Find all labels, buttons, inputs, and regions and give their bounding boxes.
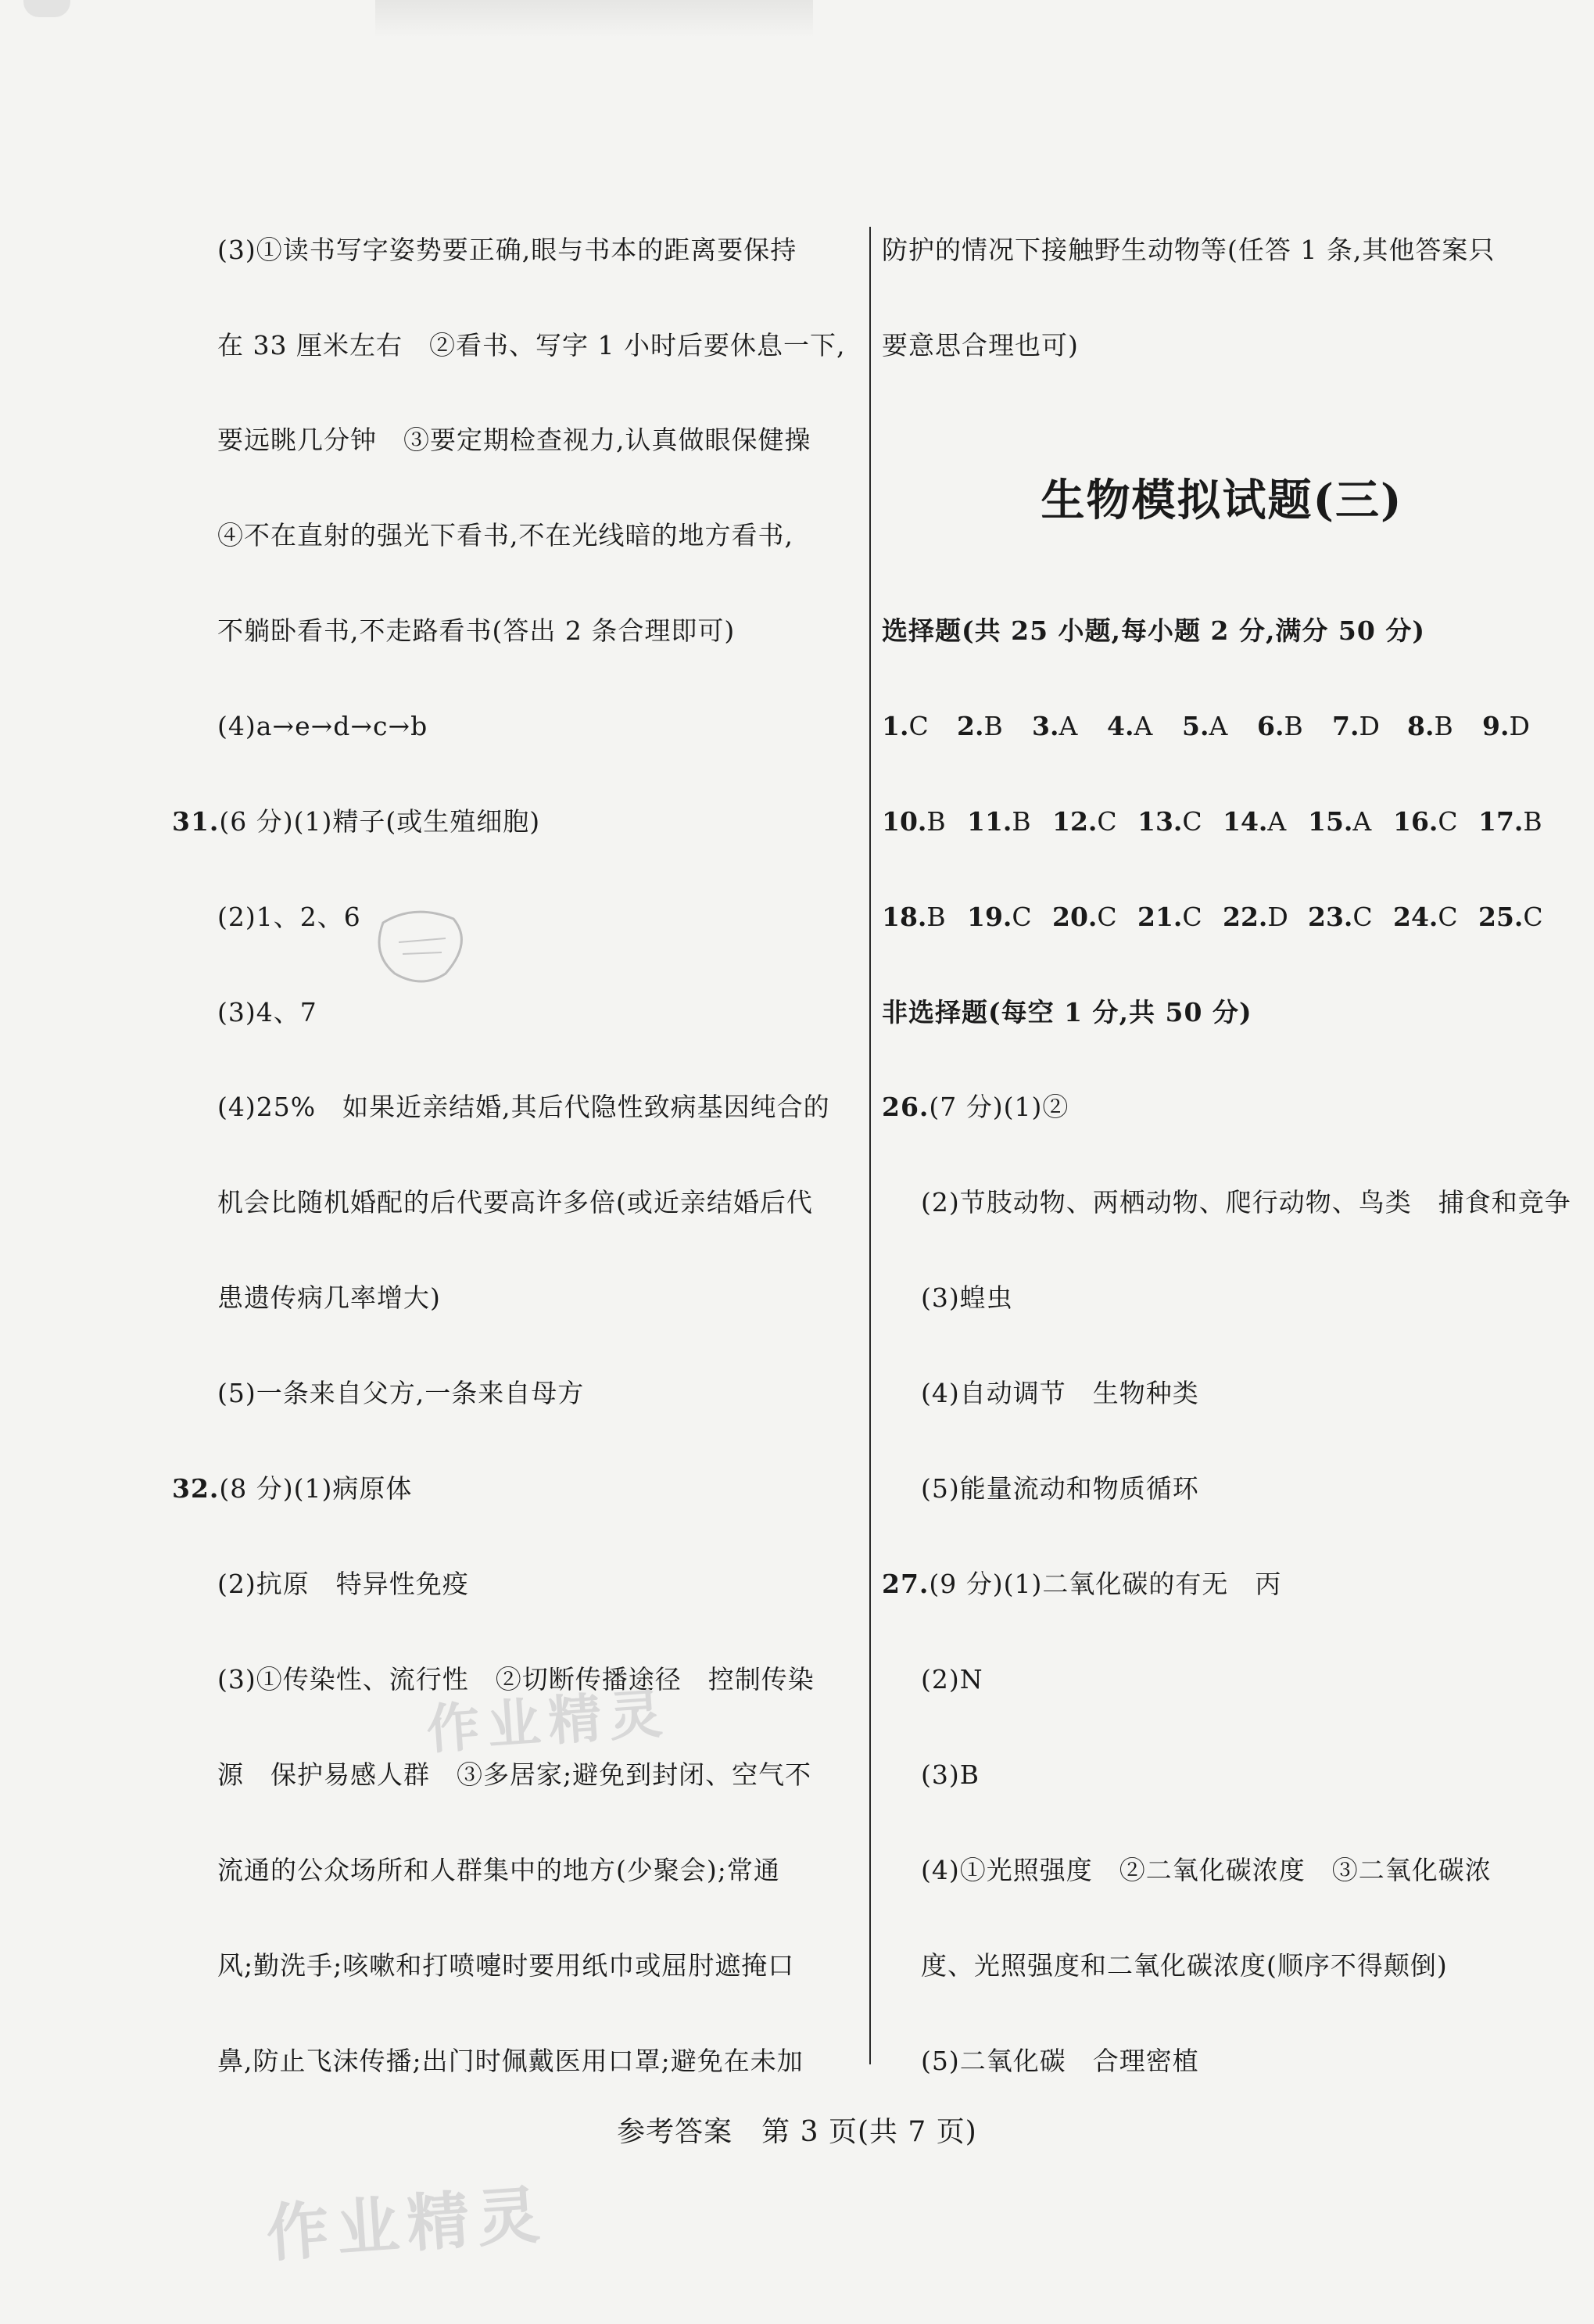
answer-item <box>1032 711 1077 742</box>
section-heading: 选择题(共 25 小题,每小题 2 分,满分 50 分) <box>882 615 1425 646</box>
answer-number: 16. <box>1393 806 1438 837</box>
answer-letter: A <box>1209 711 1228 741</box>
question-number: 26. <box>882 1092 930 1122</box>
page-corner-smudge <box>23 0 70 17</box>
watermark-logo: 作业精灵 <box>424 1683 672 1762</box>
answer-item <box>1257 711 1303 742</box>
answer-item <box>957 711 1003 742</box>
answer-number: 3. <box>1032 711 1059 741</box>
answer-item <box>1137 902 1202 933</box>
text-line: 机会比随机婚配的后代要高许多倍(或近亲结婚后代 <box>217 1187 813 1218</box>
answer-letter: D <box>1267 902 1288 932</box>
answer-letter: B <box>926 806 946 837</box>
text-line: ④不在直射的强光下看书,不在光线暗的地方看书, <box>217 520 793 551</box>
question-31 <box>172 806 540 837</box>
section-heading: 非选择题(每空 1 分,共 50 分) <box>882 997 1252 1028</box>
answer-number: 24. <box>1393 902 1438 932</box>
text-line: (2)节肢动物、两栖动物、爬行动物、鸟类 捕食和竞争 <box>921 1187 1571 1218</box>
answer-number: 17. <box>1478 806 1524 837</box>
answer-number: 15. <box>1308 806 1353 837</box>
answer-letter: B <box>1284 711 1303 741</box>
text-line: (9 分)(1)二氧化碳的有无 丙 <box>929 1569 1282 1599</box>
answer-number: 6. <box>1257 711 1284 741</box>
answer-letter: D <box>1359 711 1380 741</box>
answer-number: 4. <box>1107 711 1134 741</box>
homework-stamp-icon <box>367 899 477 993</box>
page-footer: 参考答案 第 3 页(共 7 页) <box>617 2116 977 2148</box>
answer-item <box>1182 711 1227 742</box>
answer-number: 19. <box>967 902 1012 932</box>
answer-number: 12. <box>1052 806 1098 837</box>
answer-number: 18. <box>882 902 927 932</box>
answer-item <box>1482 711 1530 742</box>
text-line: 防护的情况下接触野生动物等(任答 1 条,其他答案只 <box>882 235 1495 265</box>
answer-item <box>1478 806 1542 837</box>
text-line: (2)抗原 特异性免疫 <box>217 1569 469 1599</box>
answer-letter: B <box>1012 806 1031 837</box>
answer-number: 7. <box>1332 711 1359 741</box>
answer-number: 20. <box>1052 902 1098 932</box>
answer-item <box>967 902 1032 933</box>
column-divider <box>869 227 871 2064</box>
text-line: (4)a→e→d→c→b <box>217 711 428 741</box>
text-line: 患遗传病几率增大) <box>217 1282 441 1313</box>
text-line: (5)一条来自父方,一条来自母方 <box>217 1378 585 1408</box>
question-26 <box>882 1092 1069 1123</box>
question-number: 27. <box>882 1569 930 1599</box>
text-line: 度、光照强度和二氧化碳浓度(顺序不得颠倒) <box>921 1950 1448 1981</box>
question-number: 32. <box>172 1473 220 1504</box>
answer-number: 9. <box>1482 711 1510 741</box>
text-line: 鼻,防止飞沫传播;出门时佩戴医用口罩;避免在未加 <box>217 2046 804 2076</box>
text-line: (3)B <box>921 1759 980 1790</box>
watermark-logo: 作业精灵 <box>263 2178 550 2271</box>
faded-header-band <box>375 0 813 38</box>
answer-item <box>1308 806 1371 837</box>
answer-number: 22. <box>1223 902 1268 932</box>
text-line: (5)能量流动和物质循环 <box>921 1473 1199 1504</box>
answer-number: 25. <box>1478 902 1524 932</box>
answer-letter: B <box>1434 711 1453 741</box>
text-line: (4)①光照强度 ②二氧化碳浓度 ③二氧化碳浓 <box>921 1855 1492 1885</box>
answer-number: 23. <box>1308 902 1353 932</box>
text-line: (2)N <box>921 1664 983 1695</box>
answer-item <box>1393 806 1458 837</box>
answer-item <box>882 902 946 933</box>
text-line: 风;勤洗手;咳嗽和打喷嚏时要用纸巾或屈肘遮掩口 <box>217 1950 795 1981</box>
text-line: 在 33 厘米左右 ②看书、写字 1 小时后要休息一下, <box>217 330 846 360</box>
answer-letter: C <box>1097 806 1117 837</box>
answer-number: 10. <box>882 806 927 837</box>
question-32 <box>172 1473 412 1505</box>
text-line: (2)1、2、6 <box>217 902 361 932</box>
text-line: 不躺卧看书,不走路看书(答出 2 条合理即可) <box>217 615 736 646</box>
answer-letter: A <box>1352 806 1372 837</box>
answer-item <box>1308 902 1373 933</box>
answer-item <box>1052 806 1117 837</box>
answer-item <box>967 806 1031 837</box>
answer-letter: C <box>1097 902 1117 932</box>
answer-letter: C <box>1438 902 1458 932</box>
answer-number: 1. <box>882 711 909 741</box>
answer-item <box>1332 711 1380 742</box>
answer-item <box>1478 902 1543 933</box>
question-number: 31. <box>172 806 220 837</box>
answer-number: 8. <box>1407 711 1435 741</box>
section-title: 生物模拟试题(三) <box>1041 475 1403 526</box>
answer-item <box>882 711 929 742</box>
answer-item <box>1407 711 1453 742</box>
text-line: 要远眺几分钟 ③要定期检查视力,认真做眼保健操 <box>217 425 811 455</box>
text-line: 源 保护易感人群 ③多居家;避免到封闭、空气不 <box>217 1759 812 1790</box>
answer-letter: B <box>983 711 1003 741</box>
answer-item <box>1223 806 1286 837</box>
text-line: 流通的公众场所和人群集中的地方(少聚会);常通 <box>217 1855 780 1885</box>
answer-item <box>1393 902 1458 933</box>
answer-number: 13. <box>1137 806 1183 837</box>
answer-item <box>882 806 946 837</box>
answer-letter: B <box>926 902 946 932</box>
answer-letter: A <box>1134 711 1153 741</box>
answer-letter: D <box>1509 711 1530 741</box>
answer-number: 2. <box>957 711 984 741</box>
text-line: (3)①读书写字姿势要正确,眼与书本的距离要保持 <box>217 235 797 265</box>
answer-letter: C <box>1352 902 1373 932</box>
answer-letter: B <box>1523 806 1542 837</box>
text-line: (5)二氧化碳 合理密植 <box>921 2046 1199 2076</box>
answer-number: 21. <box>1137 902 1183 932</box>
answer-number: 14. <box>1223 806 1268 837</box>
text-line: (8 分)(1)病原体 <box>219 1473 413 1504</box>
answer-letter: C <box>1182 806 1202 837</box>
question-27 <box>882 1569 1281 1600</box>
text-line: (3)蝗虫 <box>921 1282 1013 1313</box>
answer-letter: C <box>1012 902 1032 932</box>
answer-item <box>1223 902 1288 933</box>
answer-number: 11. <box>967 806 1012 837</box>
text-line: (7 分)(1)② <box>929 1092 1069 1122</box>
text-line: (6 分)(1)精子(或生殖细胞) <box>219 806 541 837</box>
answer-item <box>1107 711 1152 742</box>
answer-item <box>1052 902 1117 933</box>
text-line: (4)25% 如果近亲结婚,其后代隐性致病基因纯合的 <box>217 1092 830 1122</box>
text-line: 要意思合理也可) <box>882 330 1079 360</box>
answer-letter: A <box>1267 806 1287 837</box>
text-line: (4)自动调节 生物种类 <box>921 1378 1199 1408</box>
answer-letter: A <box>1058 711 1078 741</box>
text-line: (3)①传染性、流行性 ②切断传播途径 控制传染 <box>217 1664 815 1695</box>
answer-letter: C <box>908 711 929 741</box>
answer-letter: C <box>1182 902 1202 932</box>
answer-number: 5. <box>1182 711 1209 741</box>
answer-letter: C <box>1438 806 1458 837</box>
answer-item <box>1137 806 1202 837</box>
text-line: (3)4、7 <box>217 997 317 1028</box>
answer-letter: C <box>1523 902 1543 932</box>
